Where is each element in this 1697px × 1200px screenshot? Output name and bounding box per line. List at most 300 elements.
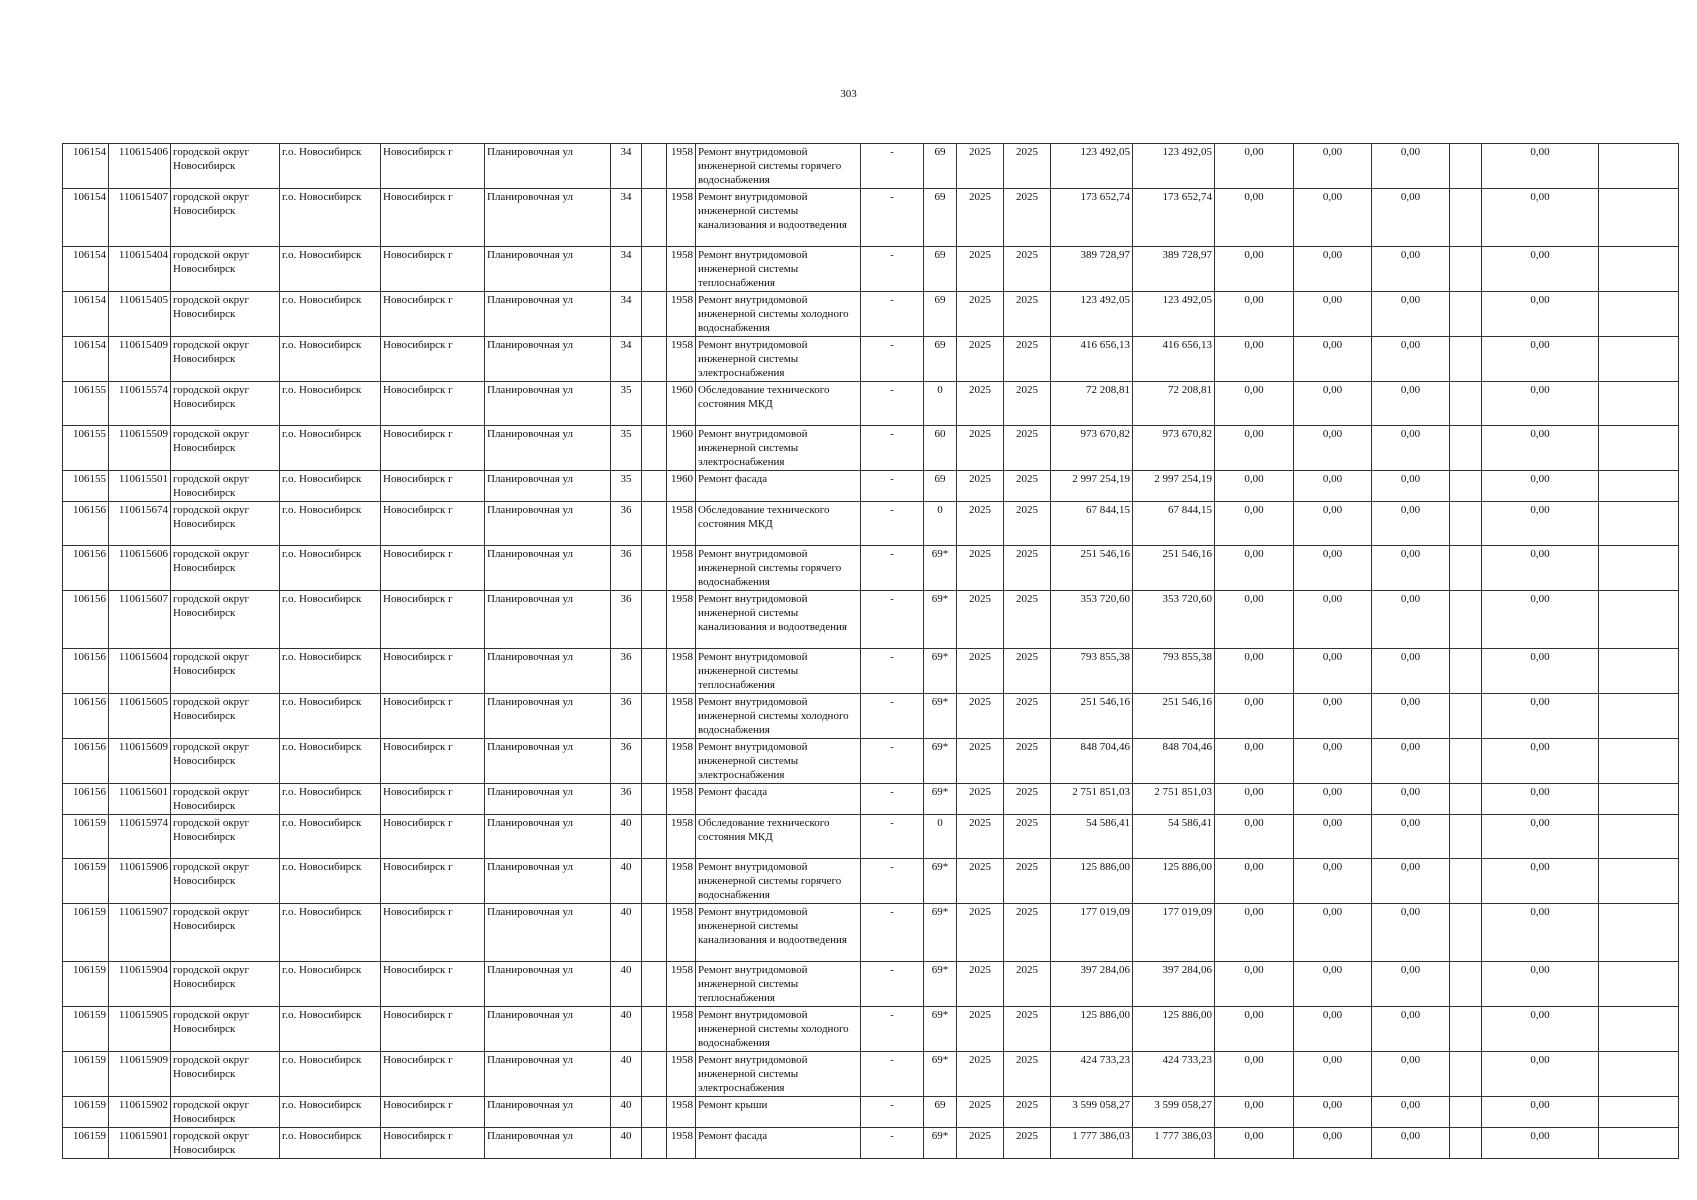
cell-fund-4 bbox=[1450, 694, 1482, 739]
cell-fund-6 bbox=[1599, 1097, 1679, 1128]
cell-district: городской округ Новосибирск bbox=[171, 471, 280, 502]
cell-dash: - bbox=[861, 1052, 924, 1097]
cell-fund-4 bbox=[1450, 815, 1482, 859]
cell-wear: 69* bbox=[924, 784, 957, 815]
cell-year: 1958 bbox=[667, 591, 696, 649]
cell-cost: 177 019,09 bbox=[1051, 904, 1133, 962]
cell-settlement: Новосибирск г bbox=[381, 426, 485, 471]
cell-municipality: г.о. Новосибирск bbox=[280, 144, 381, 189]
cell-dash: - bbox=[861, 962, 924, 1007]
table-row bbox=[63, 1052, 1679, 1097]
cell-settlement: Новосибирск г bbox=[381, 1128, 485, 1159]
table-row bbox=[63, 904, 1679, 962]
cell-fund-5: 0,00 bbox=[1482, 471, 1599, 502]
cell-start-year: 2025 bbox=[957, 859, 1004, 904]
cell-house: 36 bbox=[611, 591, 642, 649]
cell-building bbox=[642, 292, 667, 337]
cell-street: Планировочная ул bbox=[485, 649, 611, 694]
cell-wear: 69* bbox=[924, 962, 957, 1007]
cell-fund-5: 0,00 bbox=[1482, 1052, 1599, 1097]
cell-work-code: 110615509 bbox=[109, 426, 171, 471]
cell-fund-4 bbox=[1450, 859, 1482, 904]
cell-cost: 123 492,05 bbox=[1051, 144, 1133, 189]
cell-start-year: 2025 bbox=[957, 739, 1004, 784]
cell-fund-1: 0,00 bbox=[1215, 1052, 1294, 1097]
cell-wear: 69* bbox=[924, 546, 957, 591]
cell-cost-total: 123 492,05 bbox=[1133, 292, 1215, 337]
cell-street: Планировочная ул bbox=[485, 502, 611, 546]
cell-end-year: 2025 bbox=[1004, 426, 1051, 471]
cell-fund-3: 0,00 bbox=[1372, 859, 1450, 904]
cell-start-year: 2025 bbox=[957, 1007, 1004, 1052]
cell-fund-4 bbox=[1450, 1128, 1482, 1159]
cell-fund-5: 0,00 bbox=[1482, 649, 1599, 694]
cell-work-code: 110615407 bbox=[109, 189, 171, 247]
cell-object-id: 106156 bbox=[63, 546, 109, 591]
cell-cost-total: 177 019,09 bbox=[1133, 904, 1215, 962]
cell-dash: - bbox=[861, 739, 924, 784]
cell-fund-5: 0,00 bbox=[1482, 1007, 1599, 1052]
cell-dash: - bbox=[861, 471, 924, 502]
table-row bbox=[63, 815, 1679, 859]
cell-street: Планировочная ул bbox=[485, 546, 611, 591]
cell-work-type: Обследование технического состояния МКД bbox=[696, 382, 861, 426]
cell-start-year: 2025 bbox=[957, 247, 1004, 292]
cell-cost-total: 353 720,60 bbox=[1133, 591, 1215, 649]
cell-building bbox=[642, 1128, 667, 1159]
cell-fund-1: 0,00 bbox=[1215, 1007, 1294, 1052]
cell-municipality: г.о. Новосибирск bbox=[280, 471, 381, 502]
cell-start-year: 2025 bbox=[957, 471, 1004, 502]
cell-fund-2: 0,00 bbox=[1294, 1052, 1372, 1097]
cell-end-year: 2025 bbox=[1004, 591, 1051, 649]
cell-district: городской округ Новосибирск bbox=[171, 1052, 280, 1097]
cell-wear: 69* bbox=[924, 739, 957, 784]
cell-district: городской округ Новосибирск bbox=[171, 962, 280, 1007]
cell-work-type: Ремонт внутридомовой инженерной системы канализования и водоотведения bbox=[696, 591, 861, 649]
cell-fund-4 bbox=[1450, 292, 1482, 337]
cell-cost-total: 2 751 851,03 bbox=[1133, 784, 1215, 815]
cell-fund-3: 0,00 bbox=[1372, 815, 1450, 859]
cell-fund-6 bbox=[1599, 815, 1679, 859]
cell-year: 1958 bbox=[667, 694, 696, 739]
cell-municipality: г.о. Новосибирск bbox=[280, 247, 381, 292]
cell-wear: 69* bbox=[924, 649, 957, 694]
cell-house: 40 bbox=[611, 1007, 642, 1052]
cell-dash: - bbox=[861, 546, 924, 591]
cell-cost-total: 125 886,00 bbox=[1133, 1007, 1215, 1052]
cell-year: 1960 bbox=[667, 471, 696, 502]
cell-work-type: Ремонт фасада bbox=[696, 471, 861, 502]
cell-district: городской округ Новосибирск bbox=[171, 546, 280, 591]
cell-fund-1: 0,00 bbox=[1215, 649, 1294, 694]
cell-house: 36 bbox=[611, 502, 642, 546]
cell-fund-6 bbox=[1599, 649, 1679, 694]
cell-work-type: Ремонт внутридомовой инженерной системы горячего водоснабжения bbox=[696, 144, 861, 189]
cell-municipality: г.о. Новосибирск bbox=[280, 1097, 381, 1128]
cell-fund-1: 0,00 bbox=[1215, 694, 1294, 739]
table-row bbox=[63, 739, 1679, 784]
cell-fund-3: 0,00 bbox=[1372, 591, 1450, 649]
cell-cost-total: 389 728,97 bbox=[1133, 247, 1215, 292]
cell-wear: 69* bbox=[924, 591, 957, 649]
cell-settlement: Новосибирск г bbox=[381, 144, 485, 189]
cell-settlement: Новосибирск г bbox=[381, 1052, 485, 1097]
cell-start-year: 2025 bbox=[957, 904, 1004, 962]
cell-house: 40 bbox=[611, 962, 642, 1007]
cell-start-year: 2025 bbox=[957, 1097, 1004, 1128]
cell-dash: - bbox=[861, 292, 924, 337]
table-row bbox=[63, 1007, 1679, 1052]
cell-municipality: г.о. Новосибирск bbox=[280, 815, 381, 859]
cell-fund-1: 0,00 bbox=[1215, 591, 1294, 649]
cell-fund-3: 0,00 bbox=[1372, 649, 1450, 694]
cell-municipality: г.о. Новосибирск bbox=[280, 502, 381, 546]
cell-year: 1958 bbox=[667, 144, 696, 189]
cell-start-year: 2025 bbox=[957, 292, 1004, 337]
cell-work-code: 110615409 bbox=[109, 337, 171, 382]
cell-street: Планировочная ул bbox=[485, 144, 611, 189]
cell-end-year: 2025 bbox=[1004, 784, 1051, 815]
cell-work-type: Ремонт внутридомовой инженерной системы канализования и водоотведения bbox=[696, 904, 861, 962]
cell-fund-3: 0,00 bbox=[1372, 144, 1450, 189]
cell-fund-1: 0,00 bbox=[1215, 815, 1294, 859]
cell-house: 35 bbox=[611, 471, 642, 502]
cell-object-id: 106156 bbox=[63, 649, 109, 694]
cell-fund-3: 0,00 bbox=[1372, 337, 1450, 382]
cell-end-year: 2025 bbox=[1004, 546, 1051, 591]
cell-cost: 125 886,00 bbox=[1051, 1007, 1133, 1052]
cell-object-id: 106159 bbox=[63, 815, 109, 859]
cell-wear: 69* bbox=[924, 1007, 957, 1052]
cell-building bbox=[642, 189, 667, 247]
cell-fund-5: 0,00 bbox=[1482, 904, 1599, 962]
cell-building bbox=[642, 962, 667, 1007]
cell-building bbox=[642, 649, 667, 694]
cell-fund-4 bbox=[1450, 1007, 1482, 1052]
cell-object-id: 106154 bbox=[63, 144, 109, 189]
cell-district: городской округ Новосибирск bbox=[171, 337, 280, 382]
cell-fund-6 bbox=[1599, 739, 1679, 784]
cell-fund-1: 0,00 bbox=[1215, 739, 1294, 784]
cell-work-code: 110615501 bbox=[109, 471, 171, 502]
cell-street: Планировочная ул bbox=[485, 471, 611, 502]
cell-object-id: 106159 bbox=[63, 904, 109, 962]
cell-year: 1958 bbox=[667, 859, 696, 904]
cell-wear: 0 bbox=[924, 382, 957, 426]
cell-start-year: 2025 bbox=[957, 144, 1004, 189]
cell-wear: 69* bbox=[924, 904, 957, 962]
cell-street: Планировочная ул bbox=[485, 962, 611, 1007]
cell-work-type: Обследование технического состояния МКД bbox=[696, 815, 861, 859]
cell-cost: 416 656,13 bbox=[1051, 337, 1133, 382]
cell-end-year: 2025 bbox=[1004, 1052, 1051, 1097]
cell-cost-total: 67 844,15 bbox=[1133, 502, 1215, 546]
cell-fund-1: 0,00 bbox=[1215, 1097, 1294, 1128]
cell-street: Планировочная ул bbox=[485, 1052, 611, 1097]
cell-wear: 0 bbox=[924, 815, 957, 859]
page-number: 303 bbox=[840, 88, 857, 100]
cell-municipality: г.о. Новосибирск bbox=[280, 859, 381, 904]
cell-fund-3: 0,00 bbox=[1372, 694, 1450, 739]
cell-cost: 251 546,16 bbox=[1051, 694, 1133, 739]
cell-settlement: Новосибирск г bbox=[381, 1007, 485, 1052]
cell-house: 36 bbox=[611, 784, 642, 815]
cell-building bbox=[642, 591, 667, 649]
cell-work-code: 110615974 bbox=[109, 815, 171, 859]
cell-year: 1958 bbox=[667, 1052, 696, 1097]
cell-fund-4 bbox=[1450, 962, 1482, 1007]
cell-district: городской округ Новосибирск bbox=[171, 189, 280, 247]
cell-cost-total: 793 855,38 bbox=[1133, 649, 1215, 694]
cell-object-id: 106154 bbox=[63, 189, 109, 247]
cell-house: 34 bbox=[611, 247, 642, 292]
cell-cost-total: 973 670,82 bbox=[1133, 426, 1215, 471]
cell-settlement: Новосибирск г bbox=[381, 189, 485, 247]
cell-cost: 397 284,06 bbox=[1051, 962, 1133, 1007]
cell-work-type: Ремонт внутридомовой инженерной системы горячего водоснабжения bbox=[696, 546, 861, 591]
cell-fund-2: 0,00 bbox=[1294, 784, 1372, 815]
cell-wear: 69 bbox=[924, 292, 957, 337]
cell-street: Планировочная ул bbox=[485, 382, 611, 426]
cell-municipality: г.о. Новосибирск bbox=[280, 1007, 381, 1052]
cell-fund-4 bbox=[1450, 739, 1482, 784]
cell-street: Планировочная ул bbox=[485, 247, 611, 292]
cell-fund-4 bbox=[1450, 471, 1482, 502]
cell-cost-total: 72 208,81 bbox=[1133, 382, 1215, 426]
table-row bbox=[63, 649, 1679, 694]
cell-cost: 353 720,60 bbox=[1051, 591, 1133, 649]
cell-house: 34 bbox=[611, 189, 642, 247]
cell-work-type: Ремонт внутридомовой инженерной системы холодного водоснабжения bbox=[696, 1007, 861, 1052]
cell-building bbox=[642, 815, 667, 859]
cell-object-id: 106155 bbox=[63, 426, 109, 471]
cell-fund-6 bbox=[1599, 694, 1679, 739]
cell-dash: - bbox=[861, 144, 924, 189]
cell-fund-2: 0,00 bbox=[1294, 502, 1372, 546]
cell-district: городской округ Новосибирск bbox=[171, 247, 280, 292]
cell-fund-3: 0,00 bbox=[1372, 1007, 1450, 1052]
cell-wear: 69* bbox=[924, 1128, 957, 1159]
cell-work-code: 110615574 bbox=[109, 382, 171, 426]
cell-municipality: г.о. Новосибирск bbox=[280, 382, 381, 426]
cell-municipality: г.о. Новосибирск bbox=[280, 962, 381, 1007]
cell-fund-5: 0,00 bbox=[1482, 591, 1599, 649]
cell-fund-6 bbox=[1599, 189, 1679, 247]
cell-wear: 69 bbox=[924, 144, 957, 189]
table-row bbox=[63, 962, 1679, 1007]
cell-year: 1958 bbox=[667, 962, 696, 1007]
table-row bbox=[63, 426, 1679, 471]
cell-fund-4 bbox=[1450, 502, 1482, 546]
cell-work-code: 110615905 bbox=[109, 1007, 171, 1052]
cell-object-id: 106154 bbox=[63, 247, 109, 292]
cell-house: 40 bbox=[611, 1097, 642, 1128]
cell-street: Планировочная ул bbox=[485, 815, 611, 859]
cell-wear: 69 bbox=[924, 1097, 957, 1128]
cell-district: городской округ Новосибирск bbox=[171, 904, 280, 962]
cell-settlement: Новосибирск г bbox=[381, 382, 485, 426]
cell-cost: 1 777 386,03 bbox=[1051, 1128, 1133, 1159]
cell-cost-total: 397 284,06 bbox=[1133, 962, 1215, 1007]
cell-year: 1958 bbox=[667, 1007, 696, 1052]
cell-fund-4 bbox=[1450, 382, 1482, 426]
cell-fund-2: 0,00 bbox=[1294, 546, 1372, 591]
cell-fund-2: 0,00 bbox=[1294, 292, 1372, 337]
cell-fund-6 bbox=[1599, 337, 1679, 382]
cell-fund-6 bbox=[1599, 904, 1679, 962]
cell-fund-3: 0,00 bbox=[1372, 1052, 1450, 1097]
cell-fund-5: 0,00 bbox=[1482, 189, 1599, 247]
cell-work-code: 110615674 bbox=[109, 502, 171, 546]
table-row bbox=[63, 189, 1679, 247]
cell-end-year: 2025 bbox=[1004, 144, 1051, 189]
cell-work-type: Ремонт внутридомовой инженерной системы теплоснабжения bbox=[696, 649, 861, 694]
cell-building bbox=[642, 694, 667, 739]
cell-fund-3: 0,00 bbox=[1372, 784, 1450, 815]
cell-street: Планировочная ул bbox=[485, 1097, 611, 1128]
cell-fund-5: 0,00 bbox=[1482, 247, 1599, 292]
cell-settlement: Новосибирск г bbox=[381, 337, 485, 382]
cell-dash: - bbox=[861, 247, 924, 292]
cell-district: городской округ Новосибирск bbox=[171, 815, 280, 859]
cell-district: городской округ Новосибирск bbox=[171, 694, 280, 739]
cell-cost-total: 3 599 058,27 bbox=[1133, 1097, 1215, 1128]
cell-wear: 69* bbox=[924, 694, 957, 739]
cell-end-year: 2025 bbox=[1004, 189, 1051, 247]
cell-cost: 173 652,74 bbox=[1051, 189, 1133, 247]
cell-fund-5: 0,00 bbox=[1482, 1128, 1599, 1159]
cell-settlement: Новосибирск г bbox=[381, 471, 485, 502]
cell-work-code: 110615406 bbox=[109, 144, 171, 189]
cell-start-year: 2025 bbox=[957, 426, 1004, 471]
cell-fund-4 bbox=[1450, 591, 1482, 649]
cell-object-id: 106155 bbox=[63, 382, 109, 426]
cell-object-id: 106154 bbox=[63, 337, 109, 382]
cell-street: Планировочная ул bbox=[485, 739, 611, 784]
cell-settlement: Новосибирск г bbox=[381, 546, 485, 591]
cell-year: 1958 bbox=[667, 649, 696, 694]
cell-cost: 389 728,97 bbox=[1051, 247, 1133, 292]
cell-end-year: 2025 bbox=[1004, 904, 1051, 962]
cell-fund-2: 0,00 bbox=[1294, 189, 1372, 247]
cell-wear: 69 bbox=[924, 337, 957, 382]
cell-fund-3: 0,00 bbox=[1372, 382, 1450, 426]
cell-district: городской округ Новосибирск bbox=[171, 859, 280, 904]
cell-municipality: г.о. Новосибирск bbox=[280, 904, 381, 962]
cell-wear: 69* bbox=[924, 1052, 957, 1097]
cell-object-id: 106159 bbox=[63, 1128, 109, 1159]
cell-fund-6 bbox=[1599, 471, 1679, 502]
cell-fund-2: 0,00 bbox=[1294, 591, 1372, 649]
cell-work-type: Ремонт внутридомовой инженерной системы холодного водоснабжения bbox=[696, 292, 861, 337]
cell-building bbox=[642, 471, 667, 502]
cell-end-year: 2025 bbox=[1004, 471, 1051, 502]
cell-district: городской округ Новосибирск bbox=[171, 1128, 280, 1159]
cell-cost: 3 599 058,27 bbox=[1051, 1097, 1133, 1128]
cell-dash: - bbox=[861, 1128, 924, 1159]
cell-fund-6 bbox=[1599, 546, 1679, 591]
cell-wear: 69 bbox=[924, 189, 957, 247]
cell-year: 1958 bbox=[667, 247, 696, 292]
cell-object-id: 106154 bbox=[63, 292, 109, 337]
cell-settlement: Новосибирск г bbox=[381, 649, 485, 694]
cell-house: 40 bbox=[611, 904, 642, 962]
cell-object-id: 106156 bbox=[63, 591, 109, 649]
table-row bbox=[63, 292, 1679, 337]
cell-cost: 973 670,82 bbox=[1051, 426, 1133, 471]
cell-house: 34 bbox=[611, 292, 642, 337]
cell-house: 40 bbox=[611, 815, 642, 859]
cell-work-code: 110615909 bbox=[109, 1052, 171, 1097]
cell-fund-1: 0,00 bbox=[1215, 502, 1294, 546]
cell-cost-total: 251 546,16 bbox=[1133, 546, 1215, 591]
cell-fund-2: 0,00 bbox=[1294, 1007, 1372, 1052]
cell-district: городской округ Новосибирск bbox=[171, 426, 280, 471]
cell-fund-4 bbox=[1450, 337, 1482, 382]
cell-cost: 2 751 851,03 bbox=[1051, 784, 1133, 815]
cell-street: Планировочная ул bbox=[485, 337, 611, 382]
cell-fund-1: 0,00 bbox=[1215, 247, 1294, 292]
cell-fund-3: 0,00 bbox=[1372, 426, 1450, 471]
cell-end-year: 2025 bbox=[1004, 1097, 1051, 1128]
cell-fund-3: 0,00 bbox=[1372, 471, 1450, 502]
cell-work-type: Ремонт внутридомовой инженерной системы электроснабжения bbox=[696, 739, 861, 784]
cell-fund-1: 0,00 bbox=[1215, 471, 1294, 502]
cell-start-year: 2025 bbox=[957, 649, 1004, 694]
cell-work-type: Ремонт внутридомовой инженерной системы теплоснабжения bbox=[696, 247, 861, 292]
cell-settlement: Новосибирск г bbox=[381, 739, 485, 784]
cell-district: городской округ Новосибирск bbox=[171, 292, 280, 337]
cell-fund-6 bbox=[1599, 382, 1679, 426]
cell-house: 34 bbox=[611, 144, 642, 189]
cell-house: 36 bbox=[611, 649, 642, 694]
cell-start-year: 2025 bbox=[957, 694, 1004, 739]
cell-dash: - bbox=[861, 337, 924, 382]
cell-fund-4 bbox=[1450, 784, 1482, 815]
cell-start-year: 2025 bbox=[957, 546, 1004, 591]
cell-cost-total: 251 546,16 bbox=[1133, 694, 1215, 739]
cell-fund-4 bbox=[1450, 426, 1482, 471]
cell-object-id: 106159 bbox=[63, 1097, 109, 1128]
cell-work-type: Обследование технического состояния МКД bbox=[696, 502, 861, 546]
cell-municipality: г.о. Новосибирск bbox=[280, 426, 381, 471]
cell-work-type: Ремонт внутридомовой инженерной системы канализования и водоотведения bbox=[696, 189, 861, 247]
cell-street: Планировочная ул bbox=[485, 859, 611, 904]
cell-fund-3: 0,00 bbox=[1372, 1128, 1450, 1159]
cell-object-id: 106156 bbox=[63, 784, 109, 815]
cell-building bbox=[642, 337, 667, 382]
cell-start-year: 2025 bbox=[957, 784, 1004, 815]
cell-district: городской округ Новосибирск bbox=[171, 739, 280, 784]
cell-fund-6 bbox=[1599, 859, 1679, 904]
cell-fund-1: 0,00 bbox=[1215, 1128, 1294, 1159]
cell-fund-5: 0,00 bbox=[1482, 546, 1599, 591]
cell-district: городской округ Новосибирск bbox=[171, 502, 280, 546]
cell-end-year: 2025 bbox=[1004, 815, 1051, 859]
cell-end-year: 2025 bbox=[1004, 649, 1051, 694]
cell-cost-total: 416 656,13 bbox=[1133, 337, 1215, 382]
table-row bbox=[63, 859, 1679, 904]
cell-district: городской округ Новосибирск bbox=[171, 784, 280, 815]
cell-object-id: 106159 bbox=[63, 962, 109, 1007]
cell-fund-2: 0,00 bbox=[1294, 426, 1372, 471]
cell-cost-total: 848 704,46 bbox=[1133, 739, 1215, 784]
cell-street: Планировочная ул bbox=[485, 189, 611, 247]
cell-fund-5: 0,00 bbox=[1482, 859, 1599, 904]
table-row bbox=[63, 337, 1679, 382]
cell-year: 1958 bbox=[667, 189, 696, 247]
